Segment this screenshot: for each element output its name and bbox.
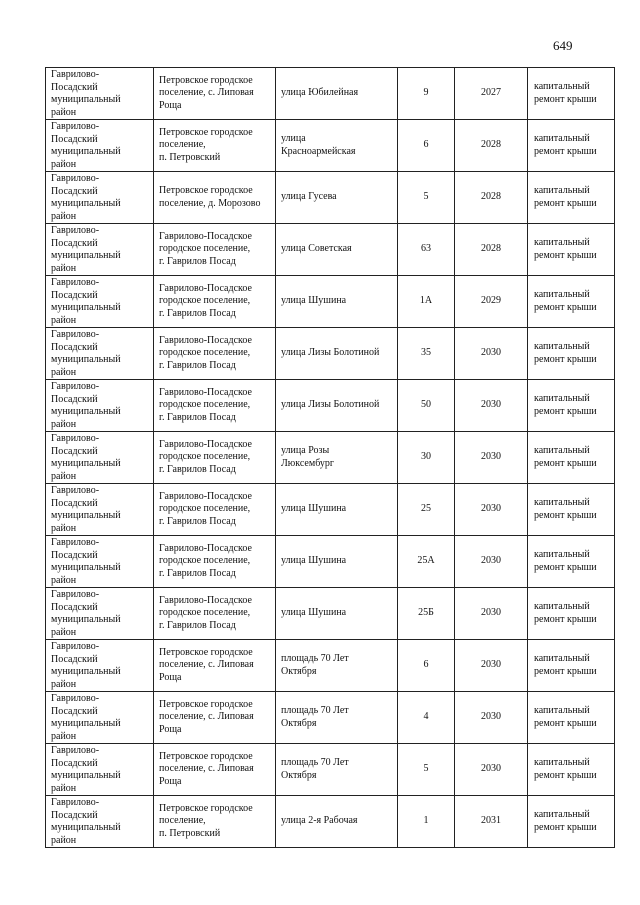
house-number-cell-text: 6 bbox=[423, 659, 429, 671]
district-cell bbox=[46, 692, 154, 744]
settlement-cell bbox=[154, 536, 276, 588]
house-number-cell-text: 35 bbox=[421, 347, 431, 359]
work-type-cell-text: капитальный ремонт крыши bbox=[534, 549, 597, 573]
street-cell-text: улица Шушина bbox=[281, 503, 347, 515]
house-number-cell-text: 4 bbox=[423, 711, 429, 723]
house-number-cell bbox=[398, 328, 455, 380]
settlement-cell-text: Петровское городское поселение, с. Липовая Роща bbox=[159, 750, 254, 787]
district-cell-text: Гаврилово- Посадский муниципальный район bbox=[51, 797, 121, 846]
table-row bbox=[46, 432, 615, 484]
work-type-cell-text: капитальный ремонт крыши bbox=[534, 81, 597, 105]
street-cell-text: площадь 70 Лет Октября bbox=[281, 757, 349, 781]
repair-year-cell-text: 2030 bbox=[481, 659, 501, 671]
repair-year-cell bbox=[455, 172, 528, 224]
street-cell bbox=[276, 744, 398, 796]
table-row bbox=[46, 692, 615, 744]
house-number-cell bbox=[398, 640, 455, 692]
house-number-cell-text: 30 bbox=[421, 451, 431, 463]
work-type-cell bbox=[528, 588, 615, 640]
house-number-cell bbox=[398, 276, 455, 328]
street-cell-text: улица Розы Люксембург bbox=[281, 445, 334, 469]
settlement-cell bbox=[154, 744, 276, 796]
repair-year-cell-text: 2030 bbox=[481, 503, 501, 515]
district-cell bbox=[46, 432, 154, 484]
table-body bbox=[46, 68, 615, 848]
repair-year-cell-text: 2027 bbox=[481, 87, 501, 99]
table-row bbox=[46, 744, 615, 796]
repair-year-cell-text: 2030 bbox=[481, 711, 501, 723]
table-row bbox=[46, 640, 615, 692]
work-type-cell-text: капитальный ремонт крыши bbox=[534, 705, 597, 729]
district-cell-text: Гаврилово- Посадский муниципальный район bbox=[51, 329, 121, 378]
table-row bbox=[46, 484, 615, 536]
settlement-cell-text: Петровское городское поселение, д. Морозово bbox=[159, 185, 261, 209]
district-cell bbox=[46, 276, 154, 328]
settlement-cell bbox=[154, 172, 276, 224]
settlement-cell-text: Гаврилово-Посадское городское поселение, г. Гаврилов Посад bbox=[159, 334, 252, 371]
street-cell bbox=[276, 588, 398, 640]
settlement-cell-text: Петровское городское поселение, п. Петровский bbox=[159, 802, 253, 839]
settlement-cell bbox=[154, 120, 276, 172]
street-cell bbox=[276, 484, 398, 536]
street-cell-text: улица Лизы Болотиной bbox=[281, 399, 380, 411]
house-number-cell bbox=[398, 588, 455, 640]
street-cell bbox=[276, 328, 398, 380]
repair-year-cell-text: 2030 bbox=[481, 347, 501, 359]
repair-year-cell bbox=[455, 796, 528, 848]
work-type-cell bbox=[528, 432, 615, 484]
street-cell bbox=[276, 68, 398, 120]
settlement-cell-text: Петровское городское поселение, с. Липовая Роща bbox=[159, 698, 254, 735]
district-cell bbox=[46, 536, 154, 588]
street-cell bbox=[276, 432, 398, 484]
settlement-cell bbox=[154, 484, 276, 536]
district-cell bbox=[46, 380, 154, 432]
repair-year-cell-text: 2031 bbox=[481, 815, 501, 827]
street-cell bbox=[276, 796, 398, 848]
house-number-cell-text: 1А bbox=[419, 295, 433, 307]
house-number-cell bbox=[398, 380, 455, 432]
house-number-cell bbox=[398, 692, 455, 744]
repair-year-cell-text: 2028 bbox=[481, 139, 501, 151]
district-cell-text: Гаврилово- Посадский муниципальный район bbox=[51, 69, 121, 118]
table-row bbox=[46, 276, 615, 328]
work-type-cell-text: капитальный ремонт крыши bbox=[534, 185, 597, 209]
district-cell-text: Гаврилово- Посадский муниципальный район bbox=[51, 277, 121, 326]
district-cell bbox=[46, 588, 154, 640]
house-number-cell-text: 9 bbox=[423, 87, 429, 99]
house-number-cell-text: 5 bbox=[423, 763, 429, 775]
settlement-cell-text: Петровское городское поселение, п. Петровский bbox=[159, 126, 253, 163]
work-type-cell bbox=[528, 744, 615, 796]
work-type-cell bbox=[528, 796, 615, 848]
table-row bbox=[46, 120, 615, 172]
repair-year-cell bbox=[455, 276, 528, 328]
work-type-cell bbox=[528, 328, 615, 380]
house-number-cell-text: 63 bbox=[421, 243, 431, 255]
house-number-cell bbox=[398, 172, 455, 224]
settlement-cell-text: Гаврилово-Посадское городское поселение, г. Гаврилов Посад bbox=[159, 282, 252, 319]
work-type-cell-text: капитальный ремонт крыши bbox=[534, 237, 597, 261]
district-cell bbox=[46, 484, 154, 536]
street-cell-text: улица Гусева bbox=[281, 191, 337, 203]
repair-year-cell bbox=[455, 120, 528, 172]
repair-year-cell-text: 2030 bbox=[481, 399, 501, 411]
settlement-cell-text: Петровское городское поселение, с. Липовая Роща bbox=[159, 646, 254, 683]
repair-year-cell bbox=[455, 68, 528, 120]
settlement-cell bbox=[154, 328, 276, 380]
settlement-cell-text: Гаврилово-Посадское городское поселение, г. Гаврилов Посад bbox=[159, 542, 252, 579]
district-cell-text: Гаврилово- Посадский муниципальный район bbox=[51, 225, 121, 274]
repair-year-cell bbox=[455, 588, 528, 640]
work-type-cell bbox=[528, 68, 615, 120]
house-number-cell bbox=[398, 744, 455, 796]
street-cell bbox=[276, 640, 398, 692]
street-cell-text: площадь 70 Лет Октября bbox=[281, 653, 349, 677]
street-cell-text: улица Лизы Болотиной bbox=[281, 347, 380, 359]
street-cell-text: площадь 70 Лет Октября bbox=[281, 705, 349, 729]
house-number-cell bbox=[398, 120, 455, 172]
work-type-cell bbox=[528, 536, 615, 588]
district-cell bbox=[46, 68, 154, 120]
house-number-cell-text: 50 bbox=[421, 399, 431, 411]
district-cell bbox=[46, 120, 154, 172]
district-cell bbox=[46, 172, 154, 224]
work-type-cell-text: капитальный ремонт крыши bbox=[534, 601, 597, 625]
work-type-cell-text: капитальный ремонт крыши bbox=[534, 289, 597, 313]
work-type-cell-text: капитальный ремонт крыши bbox=[534, 133, 597, 157]
work-type-cell bbox=[528, 172, 615, 224]
repair-schedule-table bbox=[45, 67, 615, 848]
repair-year-cell-text: 2030 bbox=[481, 607, 501, 619]
house-number-cell-text: 1 bbox=[423, 815, 429, 827]
repair-year-cell bbox=[455, 744, 528, 796]
repair-year-cell bbox=[455, 640, 528, 692]
house-number-cell bbox=[398, 536, 455, 588]
settlement-cell bbox=[154, 796, 276, 848]
settlement-cell bbox=[154, 380, 276, 432]
house-number-cell-text: 25 bbox=[421, 503, 431, 515]
district-cell-text: Гаврилово- Посадский муниципальный район bbox=[51, 693, 121, 742]
house-number-cell bbox=[398, 224, 455, 276]
settlement-cell bbox=[154, 68, 276, 120]
table-row bbox=[46, 68, 615, 120]
work-type-cell-text: капитальный ремонт крыши bbox=[534, 445, 597, 469]
district-cell bbox=[46, 796, 154, 848]
district-cell bbox=[46, 744, 154, 796]
house-number-cell bbox=[398, 432, 455, 484]
street-cell-text: улица Шушина bbox=[281, 607, 347, 619]
work-type-cell-text: капитальный ремонт крыши bbox=[534, 497, 597, 521]
house-number-cell-text: 25Б bbox=[418, 607, 434, 619]
settlement-cell-text: Гаврилово-Посадское городское поселение, г. Гаврилов Посад bbox=[159, 230, 252, 267]
district-cell-text: Гаврилово- Посадский муниципальный район bbox=[51, 173, 121, 222]
settlement-cell-text: Гаврилово-Посадское городское поселение, г. Гаврилов Посад bbox=[159, 438, 252, 475]
repair-year-cell-text: 2028 bbox=[481, 243, 501, 255]
district-cell-text: Гаврилово- Посадский муниципальный район bbox=[51, 121, 121, 170]
street-cell-text: улица Красноармейская bbox=[281, 133, 356, 157]
table-row bbox=[46, 536, 615, 588]
work-type-cell bbox=[528, 692, 615, 744]
repair-year-cell bbox=[455, 484, 528, 536]
work-type-cell bbox=[528, 120, 615, 172]
work-type-cell-text: капитальный ремонт крыши bbox=[534, 341, 597, 365]
house-number-cell-text: 6 bbox=[423, 139, 429, 151]
street-cell bbox=[276, 172, 398, 224]
repair-year-cell bbox=[455, 536, 528, 588]
repair-year-cell-text: 2030 bbox=[481, 555, 501, 567]
district-cell bbox=[46, 328, 154, 380]
repair-year-cell-text: 2029 bbox=[481, 295, 501, 307]
work-type-cell-text: капитальный ремонт крыши bbox=[534, 653, 597, 677]
street-cell-text: улица Шушина bbox=[281, 295, 347, 307]
table-row bbox=[46, 796, 615, 848]
table-row bbox=[46, 172, 615, 224]
district-cell-text: Гаврилово- Посадский муниципальный район bbox=[51, 745, 121, 794]
page-number: 649 bbox=[553, 38, 573, 53]
repair-year-cell bbox=[455, 380, 528, 432]
repair-year-cell-text: 2028 bbox=[481, 191, 501, 203]
settlement-cell bbox=[154, 432, 276, 484]
work-type-cell bbox=[528, 640, 615, 692]
street-cell bbox=[276, 120, 398, 172]
district-cell-text: Гаврилово- Посадский муниципальный район bbox=[51, 589, 121, 638]
settlement-cell bbox=[154, 640, 276, 692]
table-row bbox=[46, 588, 615, 640]
house-number-cell-text: 25А bbox=[417, 555, 435, 567]
work-type-cell bbox=[528, 224, 615, 276]
settlement-cell bbox=[154, 692, 276, 744]
work-type-cell bbox=[528, 380, 615, 432]
settlement-cell-text: Гаврилово-Посадское городское поселение, г. Гаврилов Посад bbox=[159, 386, 252, 423]
street-cell bbox=[276, 276, 398, 328]
repair-year-cell bbox=[455, 692, 528, 744]
district-cell-text: Гаврилово- Посадский муниципальный район bbox=[51, 381, 121, 430]
district-cell-text: Гаврилово- Посадский муниципальный район bbox=[51, 485, 121, 534]
settlement-cell-text: Петровское городское поселение, с. Липовая Роща bbox=[159, 74, 254, 111]
settlement-cell bbox=[154, 224, 276, 276]
table-row bbox=[46, 224, 615, 276]
street-cell bbox=[276, 692, 398, 744]
settlement-cell-text: Гаврилово-Посадское городское поселение, г. Гаврилов Посад bbox=[159, 490, 252, 527]
repair-year-cell bbox=[455, 224, 528, 276]
district-cell-text: Гаврилово- Посадский муниципальный район bbox=[51, 641, 121, 690]
street-cell-text: улица Советская bbox=[281, 243, 352, 255]
work-type-cell bbox=[528, 484, 615, 536]
street-cell bbox=[276, 224, 398, 276]
work-type-cell-text: капитальный ремонт крыши bbox=[534, 757, 597, 781]
house-number-cell-text: 5 bbox=[423, 191, 429, 203]
repair-year-cell-text: 2030 bbox=[481, 451, 501, 463]
district-cell bbox=[46, 640, 154, 692]
street-cell bbox=[276, 380, 398, 432]
table-row bbox=[46, 328, 615, 380]
work-type-cell bbox=[528, 276, 615, 328]
repair-year-cell-text: 2030 bbox=[481, 763, 501, 775]
settlement-cell bbox=[154, 276, 276, 328]
house-number-cell bbox=[398, 68, 455, 120]
street-cell-text: улица 2-я Рабочая bbox=[281, 815, 358, 827]
street-cell-text: улица Юбилейная bbox=[281, 87, 359, 99]
work-type-cell-text: капитальный ремонт крыши bbox=[534, 809, 597, 833]
settlement-cell-text: Гаврилово-Посадское городское поселение, г. Гаврилов Посад bbox=[159, 594, 252, 631]
district-cell-text: Гаврилово- Посадский муниципальный район bbox=[51, 537, 121, 586]
settlement-cell bbox=[154, 588, 276, 640]
repair-year-cell bbox=[455, 432, 528, 484]
district-cell bbox=[46, 224, 154, 276]
work-type-cell-text: капитальный ремонт крыши bbox=[534, 393, 597, 417]
district-cell-text: Гаврилово- Посадский муниципальный район bbox=[51, 433, 121, 482]
table-row bbox=[46, 380, 615, 432]
repair-year-cell bbox=[455, 328, 528, 380]
street-cell-text: улица Шушина bbox=[281, 555, 347, 567]
street-cell bbox=[276, 536, 398, 588]
house-number-cell bbox=[398, 796, 455, 848]
house-number-cell bbox=[398, 484, 455, 536]
